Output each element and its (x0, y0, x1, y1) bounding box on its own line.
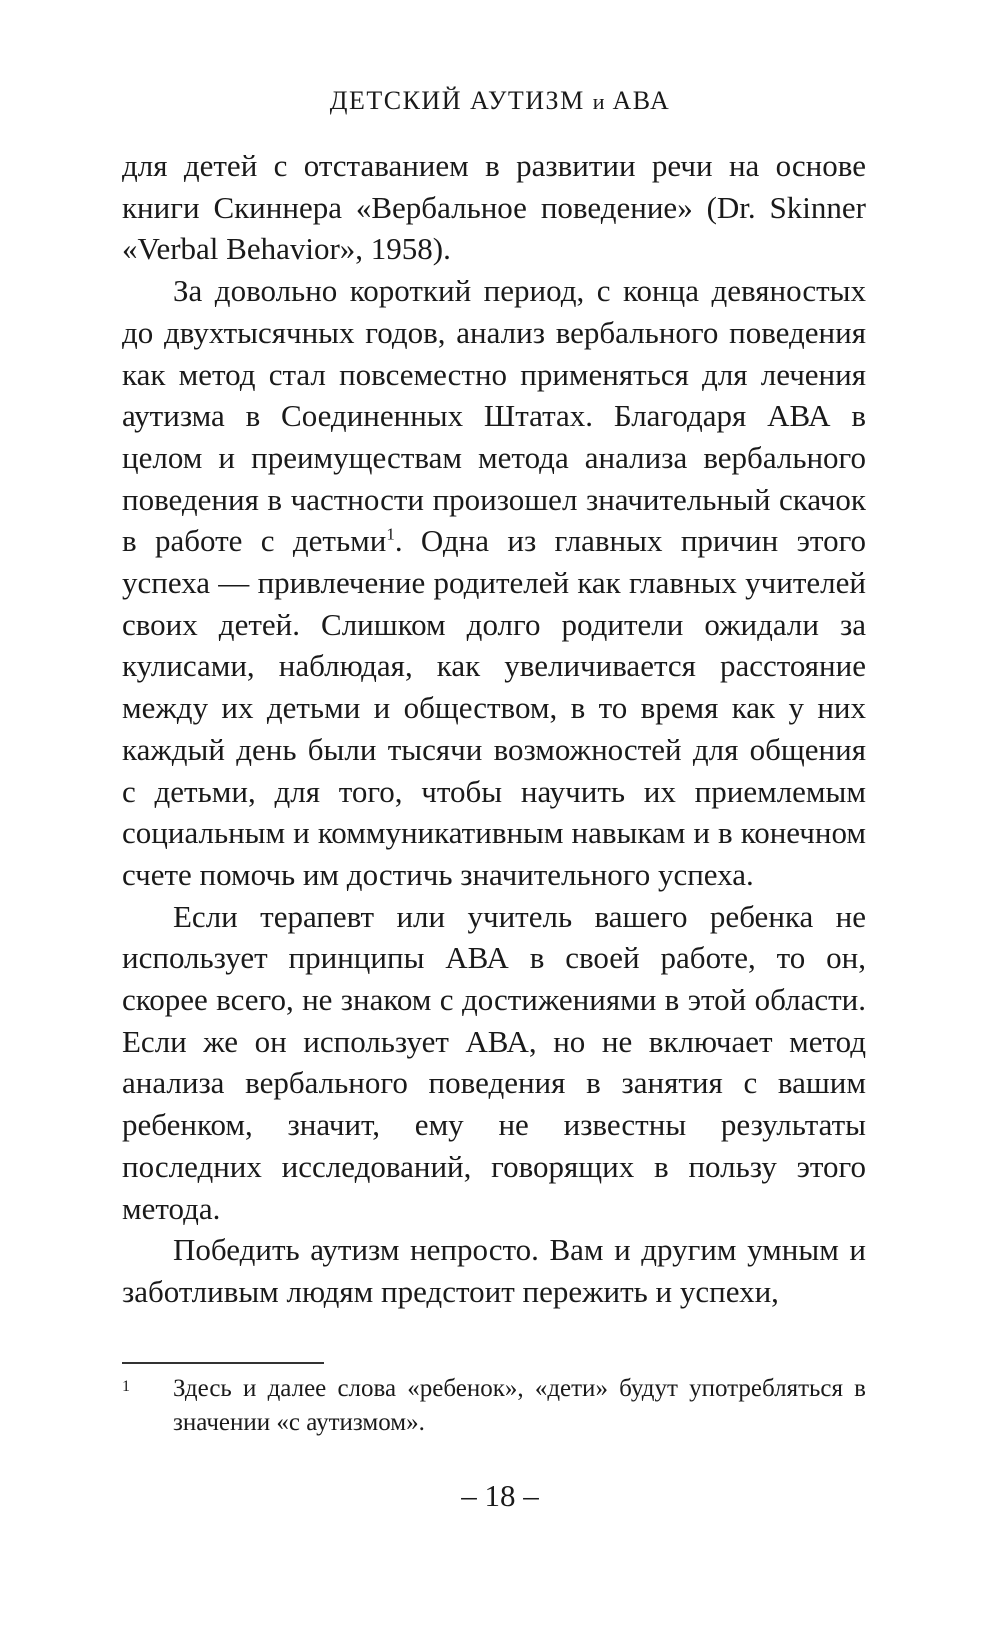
footnote (122, 1372, 866, 1440)
running-head-connector: и (592, 89, 605, 114)
paragraph-therapist: Если терапевт или учитель вашего ребенка не использует принципы АВА в своей работе, то он, скорее всего, не знаком с достижениями в этой области. Если же он использует АВА, но не включает метод анализа вербального поведения в занятия с вашим ребенком, значит, ему не известны результаты последних исследований, говорящих в пользу этого метода. (122, 898, 866, 1226)
paragraph-verbal-behavior-history (122, 270, 866, 896)
paragraph-continuation: для детей с отставанием в развитии речи на основе книги Скиннера «Вербальное поведение» (Dr. Skinner «Verbal Behavior», 1958). (122, 148, 866, 267)
footnote-number: 1 (122, 1378, 130, 1395)
running-head-title: ДЕТСКИЙ АУТИЗМ (329, 86, 585, 115)
footnote-text: Здесь и далее слова «ребенок», «дети» будут употребляться в значении «с аутизмом». (173, 1375, 866, 1436)
running-head-abbreviation: АВА (612, 86, 671, 115)
footnote-divider (122, 1362, 324, 1364)
running-head (0, 86, 1000, 116)
body-text (122, 145, 866, 1313)
footnote-reference: 1 (386, 525, 395, 544)
paragraph-text-after-footnote: . Одна из главных причин этого успеха — привлечение родителей как главных учителей своих детей. Слишком долго родители ожидали за кулисами, наблюдая, как увеличивается расстояние между их детьми и обществом, в то время как у них каждый день были тысячи возможностей для общения с детьми, для того, чтобы научить их приемлемым социальным и коммуникативным навыкам и в конечном счете помочь им достичь значительного успеха. (122, 523, 867, 892)
paragraph-defeat-autism: Победить аутизм непросто. Вам и другим умным и заботливым людям предстоит пережить и успехи, (122, 1232, 866, 1309)
page-number: – 18 – (461, 1478, 539, 1513)
paragraph-text-before-footnote: За довольно короткий период, с конца девяностых до двухтысячных годов, анализ вербального поведения как метод стал повсеместно применяться для лечения аутизма в Соединенных Штатах. Благодаря АВА в целом и преимуществам метода анализа вербального поведения в частности произошел значительный скачок в работе с детьми (122, 273, 866, 559)
